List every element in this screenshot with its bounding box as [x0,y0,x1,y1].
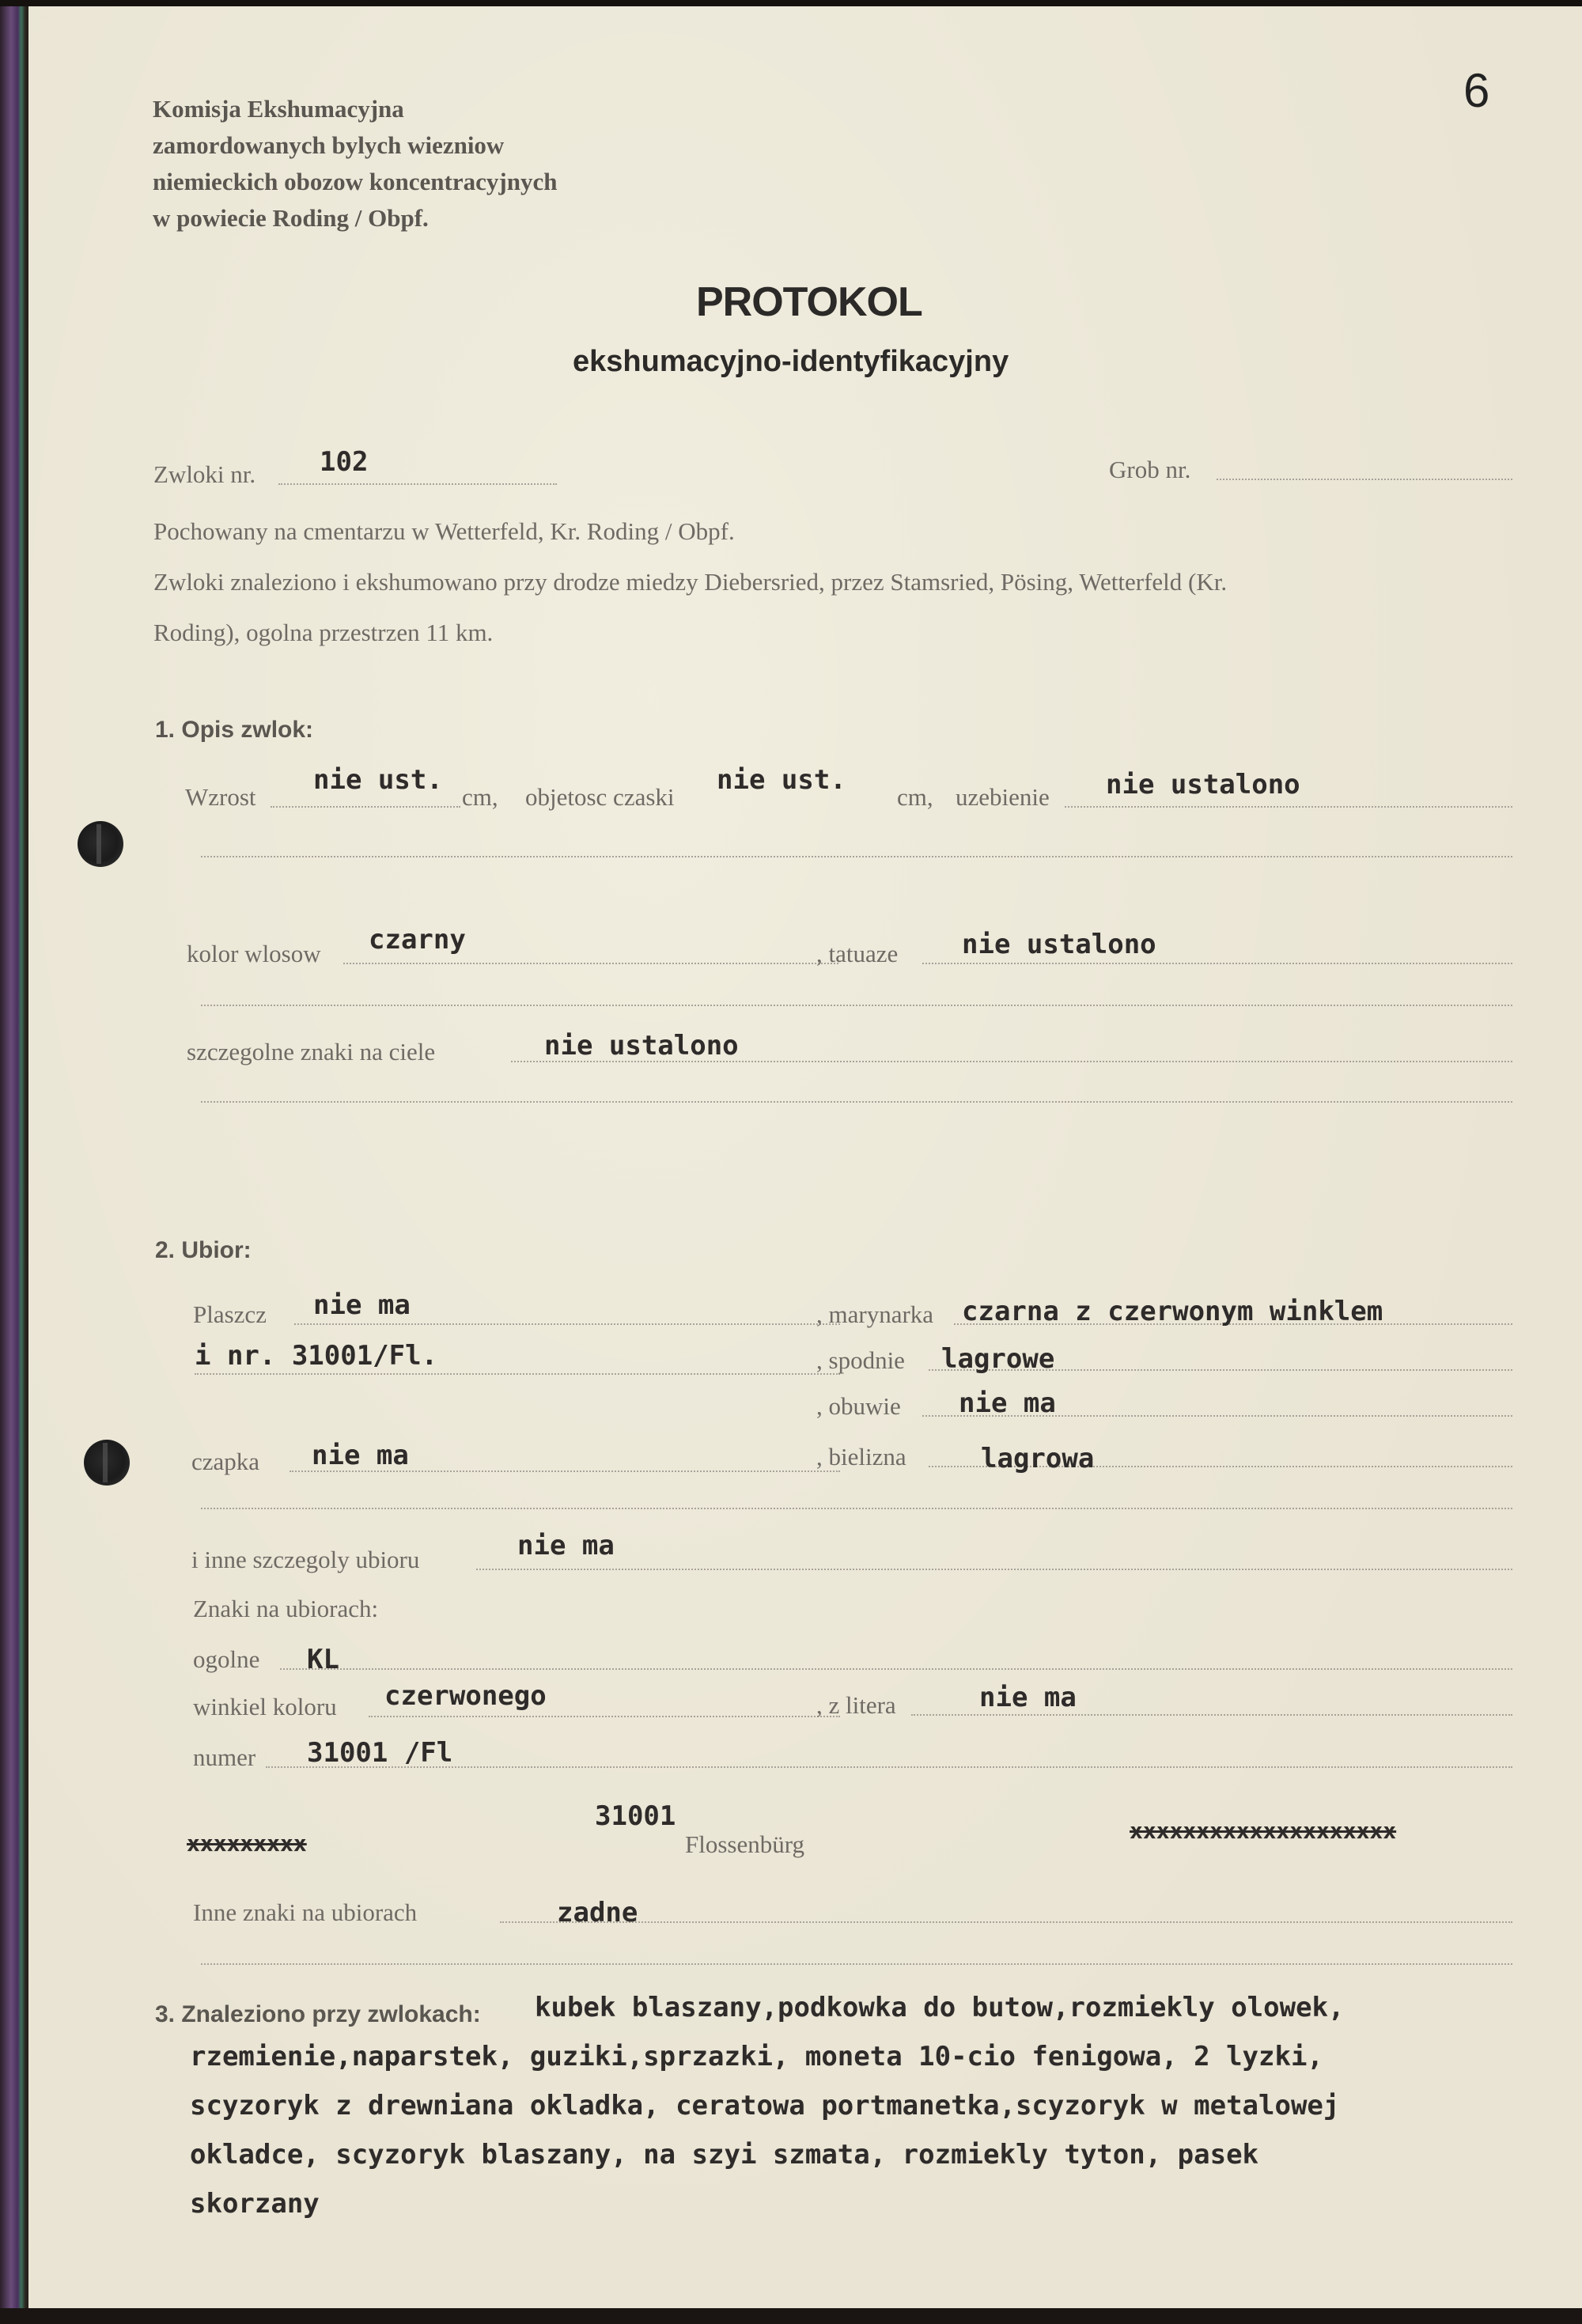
objetosc-value: nie ust. [717,764,846,796]
bielizna-label: , bielizna [816,1443,906,1470]
uzebienie-value: nie ustalono [1106,769,1300,801]
found-items-line-2: rzemienie,naparstek, guziki,sprzazki, moneta 10-cio fenigowa, 2 lyzki, [190,2041,1323,2072]
inne-szczegoly-value: nie ma [517,1530,615,1561]
scan-edge-top [0,0,1582,6]
found-items-line-4: okladce, scyzoryk blaszany, na szyi szmata, rozmiekly tyton, pasek [190,2139,1259,2171]
section-1-heading: 1. Opis zwlok: [155,717,314,743]
plaszcz-label: Plaszcz [193,1300,267,1328]
spodnie-value: lagrowe [941,1343,1055,1375]
cm-label-2: cm, [897,783,933,811]
spodnie-label: , spodnie [816,1346,905,1374]
document-page [28,6,1582,2308]
bielizna-value: lagrowa [981,1443,1095,1474]
intro-line-3: Roding), ogolna przestrzen 11 km. [153,619,494,646]
numer-second: 31001 [595,1800,676,1832]
struck-text-right: xxxxxxxxxxxxxxxxxxxx [1130,1818,1397,1844]
header-line-3: niemieckich obozow koncentracyjnych [153,168,558,195]
plaszcz-value: nie ma [313,1289,411,1321]
numer-label: numer [193,1743,256,1771]
numer-value: 31001 /Fl [307,1737,453,1769]
wzrost-value: nie ust. [313,764,443,796]
winkiel-value: czerwonego [384,1680,547,1712]
scan-edge-bottom [0,2308,1582,2324]
obuwie-label: , obuwie [816,1392,901,1420]
ogolne-label: ogolne [193,1645,260,1673]
tatuaze-label: , tatuaze [816,940,899,967]
obuwie-value: nie ma [959,1387,1056,1419]
kolor-wlosow-value: czarny [369,924,466,956]
header-line-4: w powiecie Roding / Obpf. [153,204,429,232]
wzrost-label: Wzrost [185,783,256,811]
kolor-wlosow-label: kolor wlosow [187,940,321,967]
ogolne-value: KL [307,1644,339,1675]
document-title: PROTOKOL [696,279,922,325]
zwloki-label: Zwloki nr. [153,460,256,488]
inne-znaki-value: zadne [557,1897,638,1928]
tatuaze-value: nie ustalono [962,929,1156,960]
grob-label: Grob nr. [1109,456,1191,483]
document-subtitle: ekshumacyjno-identyfikacyjny [573,345,1009,378]
czapka-label: czapka [191,1448,260,1475]
litera-label: , z litera [816,1691,896,1719]
znaki-na-ciele-value: nie ustalono [544,1030,739,1062]
znaki-na-ubiorach-label: Znaki na ubiorach: [193,1595,379,1622]
znaki-na-ciele-label: szczegolne znaki na ciele [187,1038,436,1065]
page-number: 6 [1463,64,1490,117]
czapka-value: nie ma [312,1440,409,1471]
litera-value: nie ma [979,1682,1077,1713]
uzebienie-label: uzebienie [956,783,1050,811]
header-line-2: zamordowanych bylych wiezniow [153,131,505,159]
section-3-heading: 3. Znaleziono przy zwlokach: [155,2001,481,2027]
inne-szczegoly-label: i inne szczegoly ubioru [191,1546,420,1573]
cm-label-1: cm, [462,783,498,811]
marynarka-label: , marynarka [816,1300,934,1328]
zwloki-value: 102 [320,446,369,478]
section-2-heading: 2. Ubior: [155,1237,252,1263]
found-items-line-1: kubek blaszany,podkowka do butow,rozmiekly olowek, [535,1992,1345,2023]
header-line-1: Komisja Ekshumacyjna [153,95,404,123]
punch-hole-top [78,821,123,867]
scan-edge-left [0,0,28,2324]
flossenburg-label: Flossenbürg [685,1830,805,1858]
marynarka-value: czarna z czerwonym winklem [962,1296,1383,1327]
punch-hole-bottom [84,1440,130,1486]
inne-znaki-label: Inne znaki na ubiorach [193,1898,418,1926]
found-items-line-5: skorzany [190,2188,320,2220]
marynarka-continuation: i nr. 31001/Fl. [195,1340,438,1372]
intro-line-2: Zwloki znaleziono i ekshumowano przy drodze miedzy Diebersried, przez Stamsried, Pösing, Wetterfeld (Kr. [153,568,1228,596]
intro-line-1: Pochowany na cmentarzu w Wetterfeld, Kr. Roding / Obpf. [153,517,735,545]
found-items-line-3: scyzoryk z drewniana okladka, ceratowa portmanetka,scyzoryk w metalowej [190,2090,1340,2122]
winkiel-label: winkiel koloru [193,1693,337,1720]
struck-text-left: xxxxxxxxx [187,1830,307,1857]
objetosc-label: objetosc czaski [525,783,675,811]
